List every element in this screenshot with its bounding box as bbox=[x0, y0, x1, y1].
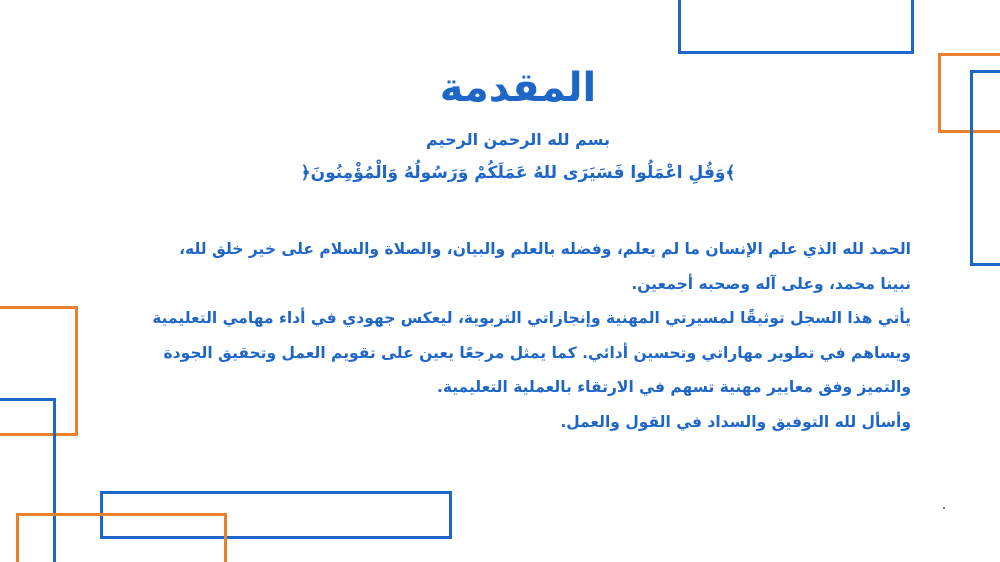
basmala: بسم لله الرحمن الرحيم bbox=[426, 130, 610, 149]
quran-verse: ﴿وَقُلِ اعْمَلُوا فَسَيَرَى للهُ عَمَلَكُمْ وَرَسُولُهُ وَالْمُؤْمِنُونَ﴾ bbox=[300, 163, 736, 183]
decorative-frame-top-blue bbox=[678, 0, 914, 54]
body-line: نبينا محمد، وعلى آله وصحبه أجمعين. bbox=[631, 274, 911, 293]
body-line: يأتي هذا السجل توثيقًا لمسيرتي المهنية وإنجازاتي التربوية، ليعكس جهودي في أداء مهامي التعليمية bbox=[152, 309, 911, 327]
body-line: الحمد لله الذي علم الإنسان ما لم يعلم، وفضله بالعلم والبيان، والصلاة والسلام على خير خلق لله، bbox=[179, 240, 911, 258]
body-line: والتميز وفق معايير مهنية تسهم في الارتقاء بالعملية التعليمية. bbox=[436, 378, 911, 396]
decorative-dot bbox=[943, 507, 945, 509]
page-title: المقدمة bbox=[439, 65, 597, 111]
decorative-frame-bottom-orange bbox=[16, 513, 227, 562]
body-line: ويساهم في تطوير مهاراتي وتحسين أدائي. كما يمثل مرجعًا يعين على تقويم العمل وتحقيق الجودة bbox=[163, 343, 911, 362]
body-line: وأسأل لله التوفيق والسداد في القول والعمل. bbox=[560, 412, 911, 431]
introduction-body bbox=[81, 232, 911, 439]
